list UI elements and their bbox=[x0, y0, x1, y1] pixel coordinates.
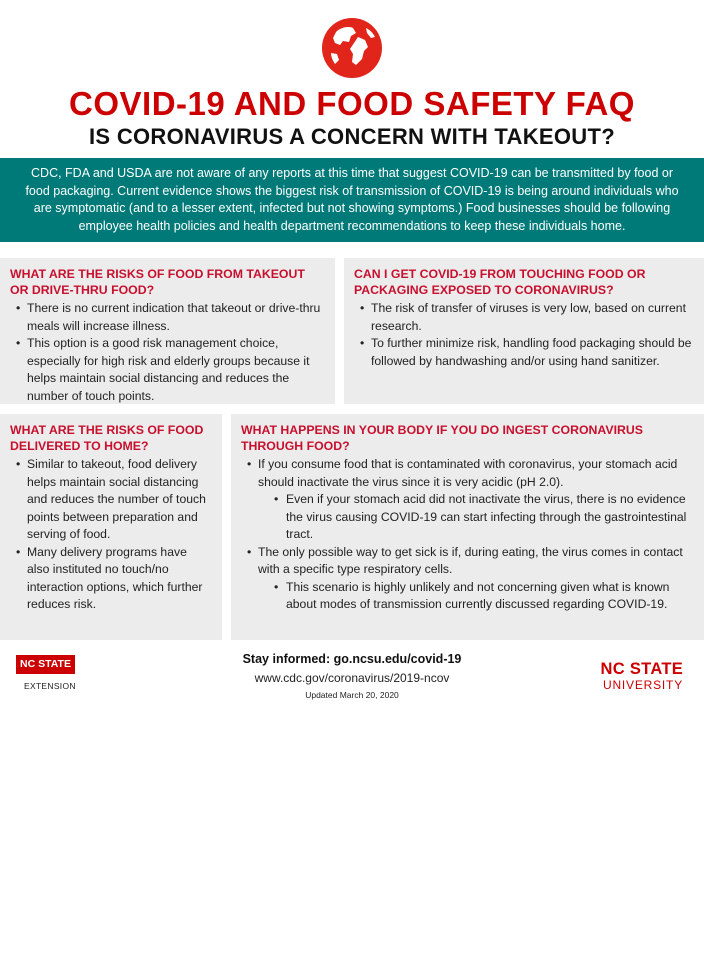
updated-date: Updated March 20, 2020 bbox=[305, 690, 399, 700]
university-logo-line2: UNIVERSITY bbox=[602, 678, 683, 692]
banner-text: CDC, FDA and USDA are not aware of any reports at this time that suggest COVID-19 can be transmitted by food or food packaging. Current evidence shows the biggest risk of transmission of COVID-19 is being around individuals who are symptomatic (and to a lesser extent, infected but not showing symptoms.) Food businesses should be following employee health policies and health department recommendations to keep these individuals home. bbox=[25, 166, 679, 233]
faq-takeout bbox=[0, 258, 335, 404]
faq-bullet: • To further minimize risk, handling food packaging should be followed by handwashing and/or using hand sanitizer. bbox=[354, 335, 694, 370]
faq-bullet: • If you consume food that is contaminated with coronavirus, your stomach acid should inactivate the virus since it is very acidic (pH 2.0). bbox=[241, 456, 694, 491]
faq-touching-food bbox=[344, 258, 704, 404]
page-subtitle: IS CORONAVIRUS A CONCERN WITH TAKEOUT? bbox=[89, 124, 615, 149]
extension-label: EXTENSION bbox=[24, 681, 76, 691]
faq-bullets bbox=[10, 300, 325, 405]
page-title: COVID-19 AND FOOD SAFETY FAQ bbox=[69, 85, 635, 122]
faq-heading: CAN I GET COVID-19 FROM TOUCHING FOOD OR PACKAGING EXPOSED TO CORONAVIRUS? bbox=[354, 267, 646, 297]
faq-bullet: • The risk of transfer of viruses is very low, based on current research. bbox=[354, 300, 694, 335]
faq-bullet: • The only possible way to get sick is if, during eating, the virus comes in contact with a specific type respiratory cells. bbox=[241, 544, 694, 579]
faq-ingest bbox=[231, 414, 704, 640]
university-logo-line1: NC STATE bbox=[600, 660, 683, 678]
faq-bullets bbox=[241, 456, 694, 614]
faq-delivery bbox=[0, 414, 222, 640]
faq-heading: WHAT ARE THE RISKS OF FOOD FROM TAKEOUT OR DRIVE-THRU FOOD? bbox=[10, 267, 305, 297]
faq-heading: WHAT HAPPENS IN YOUR BODY IF YOU DO INGEST CORONAVIRUS THROUGH FOOD? bbox=[241, 423, 643, 453]
faq-bullets bbox=[10, 456, 212, 614]
nc-state-extension-logo: NC STATE bbox=[16, 655, 75, 674]
faq-sub-bullet: • Even if your stomach acid did not inactivate the virus, there is no evidence the virus causing COVID-19 can start infecting through the gastrointestinal tract. bbox=[241, 491, 694, 544]
intro-banner bbox=[0, 158, 704, 242]
faq-sub-bullet: • This scenario is highly unlikely and not concerning given what is known about modes of transmission currently discussed regarding COVID-19. bbox=[241, 579, 694, 614]
faq-heading: WHAT ARE THE RISKS OF FOOD DELIVERED TO HOME? bbox=[10, 423, 204, 453]
faq-bullet: • There is no current indication that takeout or drive-thru meals will increase illness. bbox=[10, 300, 325, 335]
faq-bullet: • Similar to takeout, food delivery helps maintain social distancing and reduces the number of touch points between preparation and serving of food. bbox=[10, 456, 212, 544]
globe-icon bbox=[322, 18, 382, 78]
stay-informed-link[interactable]: Stay informed: go.ncsu.edu/covid-19 bbox=[242, 652, 462, 666]
faq-bullet: • Many delivery programs have also instituted no touch/no interaction options, which further reduces risk. bbox=[10, 544, 212, 614]
cdc-link[interactable]: www.cdc.gov/coronavirus/2019-ncov bbox=[254, 671, 450, 685]
faq-bullet: • This option is a good risk management choice, especially for high risk and elderly groups because it helps maintain social distancing and reduces the number of touch points. bbox=[10, 335, 325, 405]
faq-bullets bbox=[354, 300, 694, 370]
